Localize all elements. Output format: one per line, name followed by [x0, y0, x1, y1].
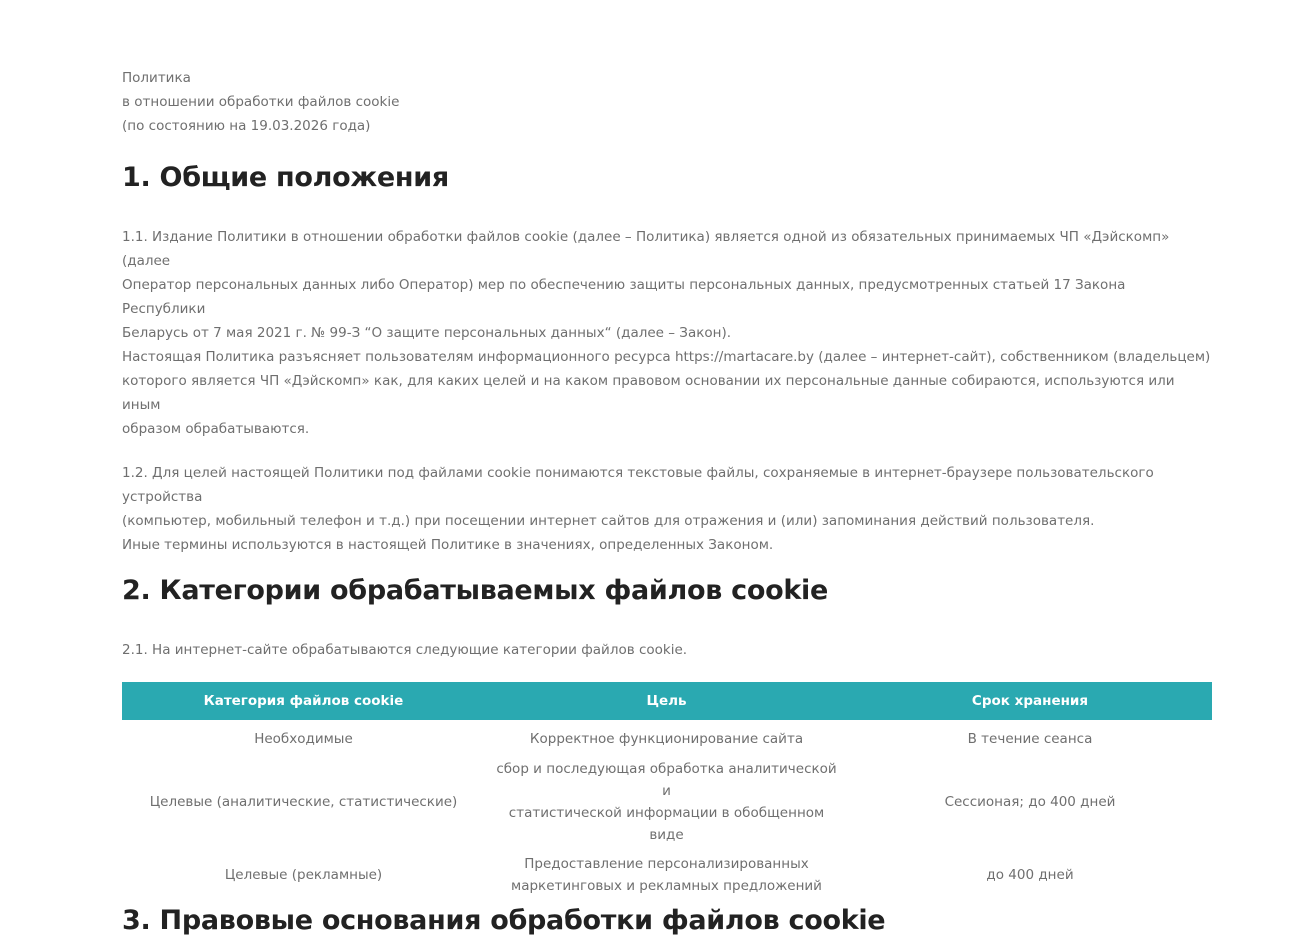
paragraph-line: Беларусь от 7 мая 2021 г. № 99-З “О защите персональных данных“ (далее – Закон). [122, 325, 732, 341]
intro-subtitle: в отношении обработки файлов cookie [122, 94, 400, 110]
cell-category: Целевые (аналитические, статистические) [149, 794, 458, 810]
cell-category: Необходимые [254, 731, 353, 747]
table-row [122, 846, 1212, 904]
cell-purpose-line: Предоставление персонализированных [524, 856, 809, 872]
paragraph-line: образом обрабатываются. [122, 421, 310, 437]
cell-retention: В течение сеанса [967, 731, 1093, 747]
cell-purpose [485, 720, 848, 758]
cell-purpose-line: статистической информации в обобщенном виде [508, 805, 825, 843]
paragraph-line: 1.2. Для целей настоящей Политики под файлами cookie понимаются текстовые файлы, сохраняемые в интернет-браузере пользовательского устройства [122, 465, 1154, 505]
paragraph-line: Оператор персональных данных либо Оператор) мер по обеспечению защиты персональных данных, предусмотренных статьей 17 Закона Республики [122, 277, 1126, 317]
cell-category: Целевые (рекламные) [224, 867, 383, 883]
intro-date: (по состоянию на 19.03.2026 года) [122, 118, 371, 134]
cell-purpose-line: сбор и последующая обработка аналитической и [496, 761, 837, 799]
paragraph-line: 1.1. Издание Политики в отношении обработки файлов cookie (далее – Политика) является одной из обязательных принимаемых ЧП «Дэйскомп» (далее [122, 229, 1170, 269]
section-1-paragraph-2 [122, 461, 1212, 557]
cookie-categories-table [122, 682, 1212, 904]
paragraph-line: Настоящая Политика разъясняет пользователям информационного ресурса https://martacare.by (далее – интернет-сайт), собственником (владельцем) [122, 349, 1211, 365]
paragraph-line: (компьютер, мобильный телефон и т.д.) при посещении интернет сайтов для отражения и (или) запоминания действий пользователя. [122, 513, 1095, 529]
section-2-paragraph-1: 2.1. На интернет-сайте обрабатываются следующие категории файлов cookie. [122, 642, 688, 658]
policy-intro [122, 66, 1212, 138]
header-category: Категория файлов cookie [122, 682, 485, 720]
cell-retention: Сессионая; до 400 дней [944, 794, 1116, 810]
cell-purpose [485, 758, 848, 846]
cell-retention: до 400 дней [986, 867, 1074, 883]
paragraph-line: которого является ЧП «Дэйскомп» как, для каких целей и на каком правовом основании их персональные данные собираются, используются или иным [122, 373, 1175, 413]
cell-purpose [485, 846, 848, 904]
header-purpose: Цель [485, 682, 848, 720]
cell-purpose-line: Корректное функционирование сайта [529, 731, 804, 747]
paragraph-line: Иные термины используются в настоящей Политике в значениях, определенных Законом. [122, 537, 774, 553]
table-header-row [122, 682, 1212, 720]
section-2-title: 2. Категории обрабатываемых файлов cookie [122, 575, 828, 606]
section-3-title: 3. Правовые основания обработки файлов cookie [122, 905, 886, 936]
section-1-title: 1. Общие положения [122, 162, 449, 193]
table-row [122, 720, 1212, 758]
cell-purpose-line: маркетинговых и рекламных предложений [511, 878, 822, 894]
table-row [122, 758, 1212, 846]
policy-content [122, 66, 1212, 938]
header-retention: Срок хранения [848, 682, 1212, 720]
section-1-paragraph-1 [122, 225, 1212, 441]
intro-title: Политика [122, 70, 191, 86]
